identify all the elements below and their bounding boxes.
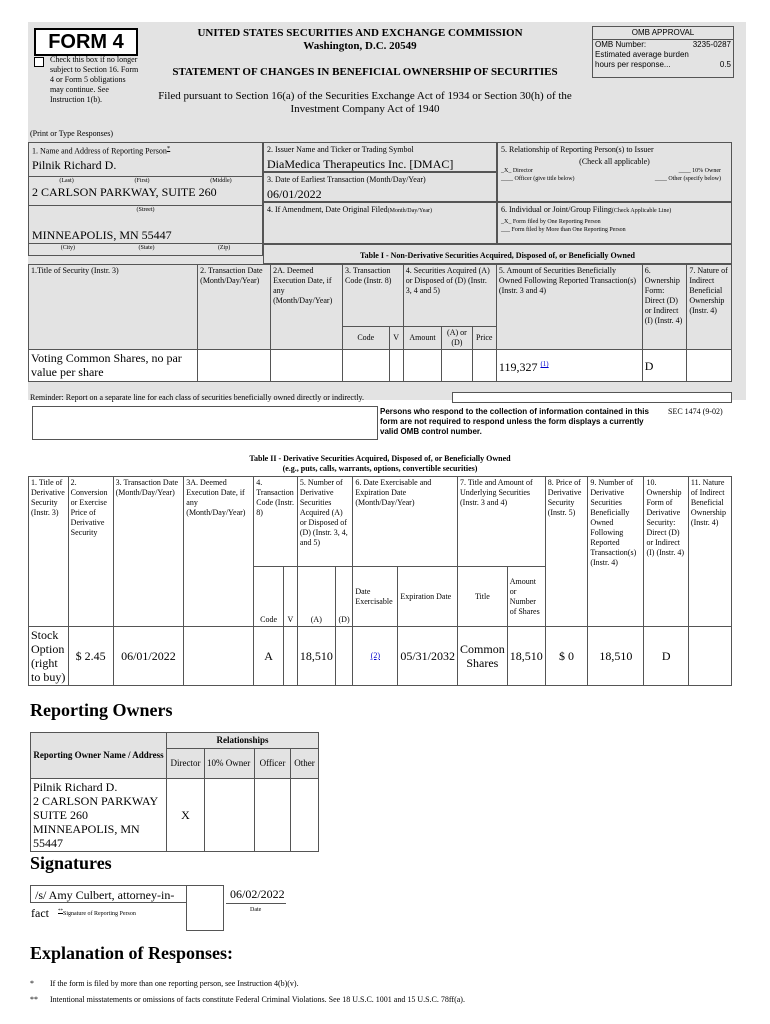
ro-owner10-cell: [205, 779, 255, 852]
checkbox-note: Check this box if no longer subject to Section 16. Form 4 or Form 5 obligations may continue. See Instruction 1(b).: [50, 55, 139, 104]
city-state-zip: MINNEAPOLIS, MN 55447: [32, 227, 172, 242]
t2-date-ex-header: Date Exercisable: [353, 567, 398, 627]
omb-approval-box: [592, 26, 734, 78]
box1-label: 1. Name and Address of Reporting Person: [32, 146, 167, 156]
print-note: (Print or Type Responses): [30, 129, 114, 138]
t2-row-owned: 18,510: [588, 627, 644, 686]
table2-title: Table II - Derivative Securities Acquired, Disposed of, or Beneficially Owned: [249, 454, 511, 463]
t1-owned-value: 119,327: [498, 360, 538, 374]
reporting-owners-table: [30, 732, 319, 852]
t2-row-price: $ 2.45: [68, 627, 113, 686]
box1-mark: *: [166, 145, 171, 152]
ro-name-header: Reporting Owner Name / Address: [31, 733, 167, 779]
footnote-row-1: [30, 979, 730, 988]
table-row: [29, 350, 732, 382]
t2-col10-header: 10. Ownership Form of Derivative Security: Direct (D) or Indirect (I) (Instr. 4): [644, 477, 688, 627]
t2-row-und-amount: 18,510: [507, 627, 545, 686]
omb-number-row: [593, 40, 733, 50]
statement-title: STATEMENT OF CHANGES IN BENEFICIAL OWNERSHIP OF SECURITIES: [172, 66, 558, 78]
t2-row-code: A: [254, 627, 284, 686]
signature-mark: **: [58, 909, 63, 914]
t2-row-form: D: [644, 627, 688, 686]
filing-type-box: [497, 202, 732, 244]
t2-col2-header: 2. Conversion or Exercise Price of Derivative Security: [68, 477, 113, 627]
omb-burden-row: [593, 60, 733, 70]
officer-check: ____ Officer (give title below): [501, 176, 575, 182]
footnote-2-link[interactable]: (2): [370, 651, 380, 660]
t1-row-deemed: [271, 350, 343, 382]
zip-label: (Zip): [217, 245, 231, 251]
t1-price-header: Price: [472, 327, 496, 350]
omb-title: OMB APPROVAL: [593, 27, 733, 40]
t2-col4-header: 4. Transaction Code (Instr. 8): [254, 477, 298, 567]
t2-row-deriv-price: $ 0: [545, 627, 588, 686]
t1-row-code: [342, 350, 389, 382]
director-check: _X_ Director: [501, 168, 533, 174]
omb-burden-value: 0.5: [719, 60, 731, 69]
name-sublabels: [29, 176, 262, 185]
relationship-row2: [498, 175, 731, 183]
reporting-person-box: [28, 142, 263, 244]
filed-pursuant: Filed pursuant to Section 16(a) of the Securities Exchange Act of 1934 or Section 30(h) of the Investment Company Act of 1940: [158, 90, 572, 115]
signature-value: /s/ Amy Culbert, attorney-in-fact: [31, 888, 175, 920]
table2-title-box: [28, 454, 732, 474]
t1-code-header: Code: [342, 327, 389, 350]
table-row: [29, 627, 732, 686]
t2-row-deemed: [184, 627, 254, 686]
signature-date: 06/02/2022: [230, 887, 285, 901]
ro-other-cell: [291, 779, 319, 852]
box6-label: 6. Individual or Joint/Group Filing: [501, 205, 612, 214]
t1-row-date: [198, 350, 271, 382]
t1-col2a-header: 2A. Deemed Execution Date, if any (Month/Day/Year): [271, 265, 343, 350]
box2-label: 2. Issuer Name and Ticker or Trading Symbol: [267, 145, 414, 154]
ro-director-mark: X: [167, 779, 205, 852]
box5-sub: (Check all applicable): [579, 157, 650, 166]
t2-row-title: Stock Option (right to buy): [29, 627, 69, 686]
persons-note: Persons who respond to the collection of information contained in this form are not required to respond unless the form displays a currently valid OMB control number.: [380, 407, 649, 436]
t2-col7-header: 7. Title and Amount of Underlying Securities (Instr. 3 and 4): [458, 477, 546, 567]
fn1-mark: *: [30, 979, 34, 988]
t2-code-header: Code: [254, 567, 284, 627]
ro-officer-header: Officer: [255, 749, 291, 779]
footnote-1-link[interactable]: (1): [540, 360, 549, 368]
t2-col6-header: 6. Date Exercisable and Expiration Date (Month/Day/Year): [353, 477, 458, 567]
box4-label-row: [264, 203, 496, 218]
issuer-name: DiaMedica Therapeutics Inc. [DMAC]: [267, 157, 454, 171]
no-longer-subject-checkbox[interactable]: [34, 57, 44, 67]
t2-row-v: [283, 627, 297, 686]
box3-label: 3. Date of Earliest Transaction (Month/Day/Year): [267, 175, 426, 184]
agency-line2: Washington, D.C. 20549: [303, 40, 417, 52]
owner10-check: ____ 10% Owner: [678, 168, 721, 174]
t2-row-date: 06/01/2022: [113, 627, 184, 686]
t2-col8-header: 8. Price of Derivative Security (Instr. 5): [545, 477, 588, 627]
table1-title-box: [263, 244, 732, 264]
t2-a-header: (A): [297, 567, 335, 627]
t1-aord-header: (A) or (D): [442, 327, 472, 350]
t2-col3-header: 3. Transaction Date (Month/Day/Year): [113, 477, 184, 627]
t2-col5-header: 5. Number of Derivative Securities Acquired (A) or Disposed of (D) (Instr. 3, 4, and 5): [297, 477, 353, 567]
omb-burden-line2: hours per response...: [595, 60, 671, 69]
state-label: (State): [138, 245, 155, 251]
signature-gap-box: [186, 885, 224, 931]
last-label: (Last): [59, 177, 74, 184]
footnote-row-2: [30, 995, 730, 1004]
form-title: FORM 4: [48, 31, 124, 53]
box6-label-small: (Check Applicable Line): [611, 208, 672, 214]
box1-label-row: [29, 143, 262, 158]
signatures-heading: Signatures: [30, 853, 112, 873]
table1-nonderivative: [28, 264, 732, 382]
t2-title-header: Title: [458, 567, 508, 627]
earliest-transaction-date: 06/01/2022: [267, 187, 322, 201]
t1-row-title: Voting Common Shares, no par value per share: [29, 350, 198, 382]
form-title-box: [34, 28, 138, 56]
t1-row-owned: [496, 350, 642, 382]
t2-col1-header: 1. Title of Derivative Security (Instr. 3): [29, 477, 69, 627]
ro-officer-cell: [255, 779, 291, 852]
middle-label: (Middle): [210, 177, 232, 184]
t1-col6-header: 6. Ownership Form: Direct (D) or Indirect (I) (Instr. 4): [642, 265, 687, 350]
t1-v-header: V: [389, 327, 403, 350]
csz-sublabels: [28, 244, 263, 256]
t2-d-header: (D): [335, 567, 353, 627]
filing-opt2: ___ Form filed by More than One Reporting Person: [501, 227, 626, 233]
t1-col1-header: 1.Title of Security (Instr. 3): [29, 265, 198, 350]
t1-row-nature: [687, 350, 732, 382]
signature-label-row: [58, 909, 136, 917]
t1-row-v: [389, 350, 403, 382]
table1-title: Table I - Non-Derivative Securities Acquired, Disposed of, or Beneficially Owned: [360, 251, 635, 260]
table2-subtitle: (e.g., puts, calls, warrants, options, convertible securities): [282, 464, 478, 473]
t1-row-amount: [403, 350, 441, 382]
agency-name: [170, 27, 550, 53]
amendment-box: [263, 202, 497, 244]
earliest-transaction-box: [263, 172, 497, 202]
t2-row-d: [335, 627, 353, 686]
table2-derivative: [28, 476, 732, 686]
fn2-mark: **: [30, 995, 38, 1004]
t1-col7-header: 7. Nature of Indirect Beneficial Ownership (Instr. 4): [687, 265, 732, 350]
ro-owner-line: SUITE 260: [33, 808, 88, 822]
t1-amount-header: Amount: [403, 327, 441, 350]
ro-owner-line: MINNEAPOLIS, MN 55447: [33, 822, 140, 850]
sec-code: SEC 1474 (9-02): [668, 407, 723, 416]
relationship-box: [497, 142, 732, 202]
first-label: (First): [134, 177, 150, 184]
reminder-blank-box: [452, 392, 732, 403]
filing-opt1: _X_ Form filed by One Reporting Person: [501, 219, 601, 225]
fn1-text: If the form is filed by more than one reporting person, see Instruction 4(b)(v).: [50, 979, 299, 988]
t2-row-exp: 05/31/2032: [398, 627, 458, 686]
t2-exp-header: Expiration Date: [398, 567, 458, 627]
reminder-text: Reminder: Report on a separate line for each class of securities beneficially owned directly or indirectly.: [30, 393, 365, 402]
t2-col11-header: 11. Nature of Indirect Beneficial Ownership (Instr. 4): [688, 477, 731, 627]
ro-other-header: Other: [291, 749, 319, 779]
box5-label: 5. Relationship of Reporting Person(s) to Issuer: [501, 145, 654, 154]
ro-relationships-header: Relationships: [167, 733, 319, 749]
signature-label: Signature of Reporting Person: [63, 911, 136, 917]
t1-col2-header: 2. Transaction Date (Month/Day/Year): [198, 265, 271, 350]
ro-owner10-header: 10% Owner: [205, 749, 255, 779]
t2-row-date-ex: [353, 627, 398, 686]
t1-row-form: D: [642, 350, 687, 382]
fn2-text: Intentional misstatements or omissions of facts constitute Federal Criminal Violations. See 18 U.S.C. 1001 and 15 U.S.C. 78ff(a).: [50, 995, 465, 1004]
explanation-heading: Explanation of Responses:: [30, 943, 234, 963]
agency-line1: UNITED STATES SECURITIES AND EXCHANGE COMMISSION: [197, 27, 523, 39]
t2-row-nature: [688, 627, 731, 686]
street-label: (Street): [29, 205, 262, 214]
t2-row-und-title: Common Shares: [458, 627, 508, 686]
t1-row-price: [472, 350, 496, 382]
other-check: ____ Other (specify below): [654, 176, 721, 182]
box6-label-row: [498, 203, 731, 218]
box4-label: 4. If Amendment, Date Original Filed: [267, 205, 388, 214]
t1-row-aord: [442, 350, 472, 382]
omb-number-label: OMB Number:: [595, 40, 647, 49]
street-address: 2 CARLSON PARKWAY, SUITE 260: [32, 184, 217, 199]
ro-owner-address: [31, 779, 167, 852]
ro-owner-line: 2 CARLSON PARKWAY: [33, 794, 159, 808]
t1-col3-header: 3. Transaction Code (Instr. 8): [342, 265, 403, 327]
t2-amount-header: Amount or Number of Shares: [507, 567, 545, 627]
ro-owner-line: Pilnik Richard D.: [33, 780, 118, 794]
signature-date-field: [226, 885, 286, 904]
relationship-row1: [498, 167, 731, 175]
signature-block: [30, 885, 290, 933]
t2-col9-header: 9. Number of Derivative Securities Beneficially Owned Following Reported Transaction(s) (Instr. 4): [588, 477, 644, 627]
t1-col4-header: 4. Securities Acquired (A) or Disposed of (D) (Instr. 3, 4 and 5): [403, 265, 496, 327]
t1-col5-header: 5. Amount of Securities Beneficially Owned Following Reported Transaction(s) (Instr. 3 and 4): [496, 265, 642, 350]
left-blank-box: [32, 406, 378, 440]
ro-director-header: Director: [167, 749, 205, 779]
omb-burden-line1: Estimated average burden: [595, 50, 689, 59]
signature-date-label: Date: [250, 907, 262, 913]
reporting-owners-heading: Reporting Owners: [30, 700, 173, 720]
t2-v-header: V: [283, 567, 297, 627]
city-label: (City): [60, 245, 76, 251]
omb-number-value: 3235-0287: [692, 40, 731, 49]
box4-label-small: (Month/Day/Year): [387, 208, 433, 214]
t2-col3a-header: 3A. Deemed Execution Date, if any (Month/Day/Year): [184, 477, 254, 627]
table-row: [31, 779, 319, 852]
reporting-person-name: Pilnik Richard D.: [32, 157, 117, 172]
t2-row-a: 18,510: [297, 627, 335, 686]
issuer-box: [263, 142, 497, 172]
